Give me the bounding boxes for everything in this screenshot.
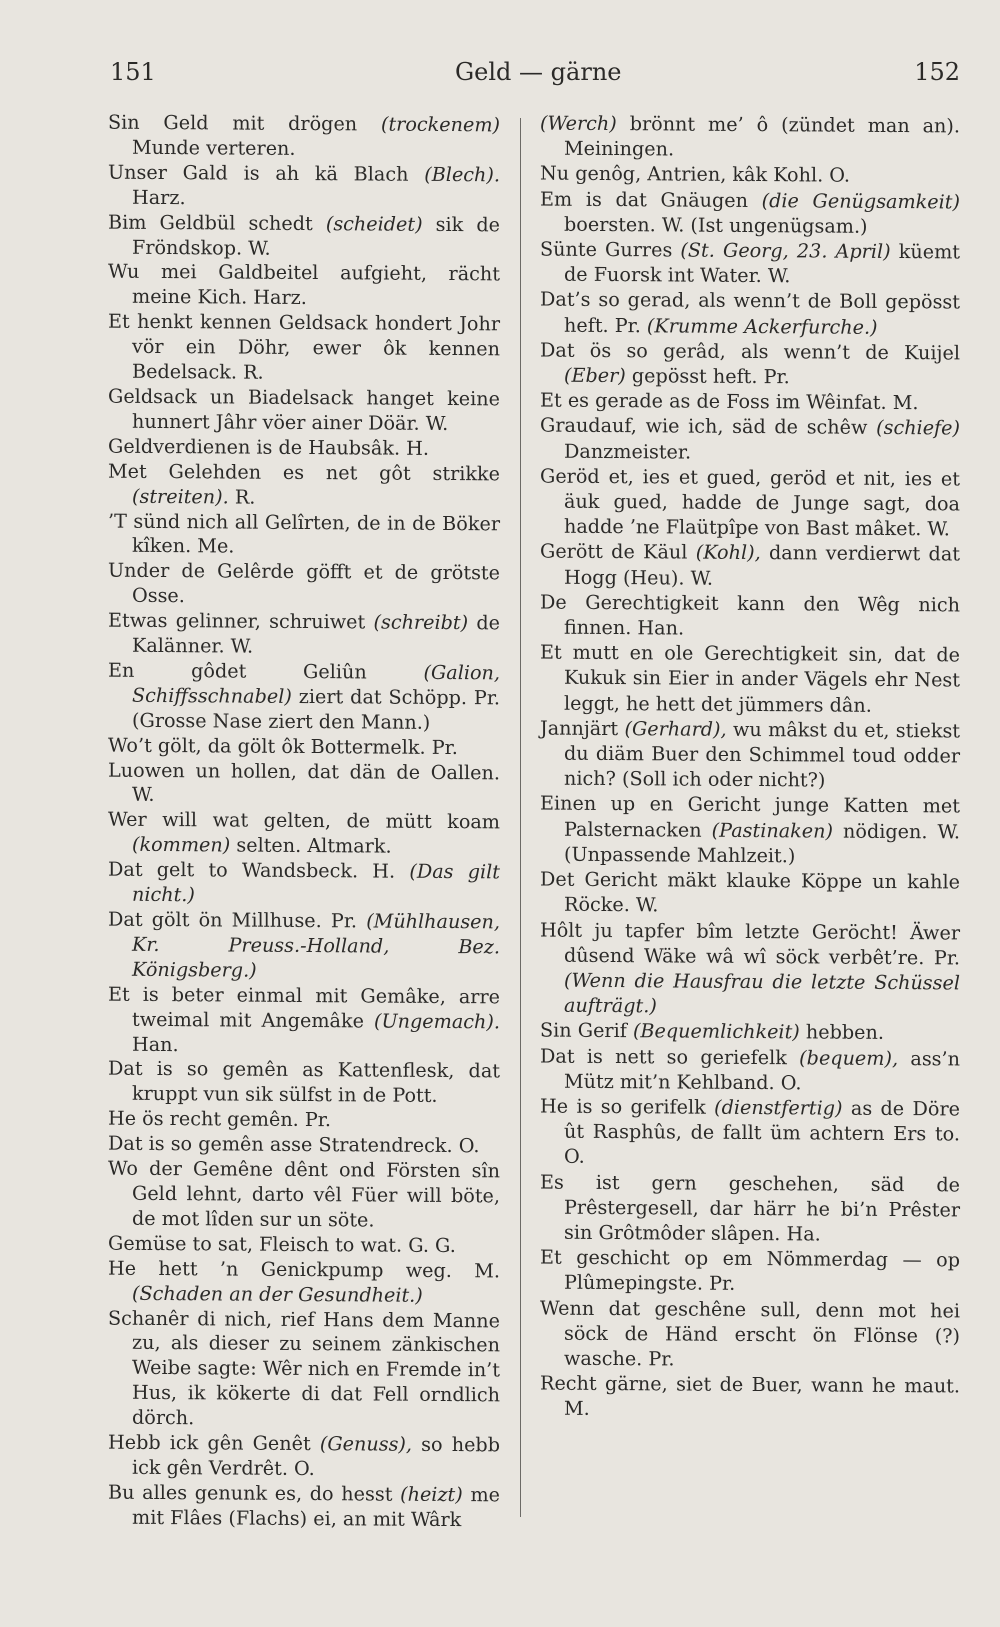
entry-tail: ziert dat Schöpp. Pr. (Grosse Nase ziert den Mann.) xyxy=(132,684,500,734)
entry-text: Met Gelehden es net gôt strikke xyxy=(108,459,500,486)
proverb-entry xyxy=(540,1169,960,1248)
proverb-entry xyxy=(108,1157,500,1234)
entry-gloss: (streiten). xyxy=(132,484,229,509)
entry-tail: Munde verteren. xyxy=(132,135,296,160)
entry-gloss: (dienstfertig) xyxy=(714,1095,843,1120)
proverb-entry xyxy=(540,1018,960,1046)
proverb-entry xyxy=(540,1043,960,1096)
proverb-entry xyxy=(540,161,960,189)
entry-text: Hôlt ju tapfer bîm letzte Geröcht! Äwer dûsend Wäke wâ wî söck verbêt’re. Pr. xyxy=(540,918,960,970)
entry-gloss: (Wenn die Hausfrau die letzte Schüssel aufträgt.) xyxy=(564,968,960,1018)
proverb-entry xyxy=(108,260,500,313)
proverb-entry xyxy=(108,434,500,462)
entry-tail: hebben. xyxy=(799,1020,884,1045)
proverb-entry xyxy=(540,1093,960,1172)
entry-gloss: (schreibt) xyxy=(373,610,469,635)
entry-text: Dat is so gemên as Kattenflesk, dat kruppt vun sik sülfst in de Pott. xyxy=(108,1057,500,1108)
entry-tail: dann verdierwt dat Hogg (Heu). W. xyxy=(564,541,960,590)
proverb-entry xyxy=(540,791,960,870)
entry-tail: de Kalänner. W. xyxy=(132,611,500,658)
entry-tail: küemt de Fuorsk int Water. W. xyxy=(564,239,960,288)
proverb-entry xyxy=(108,111,500,164)
entry-text: ’T sünd nich all Gelîrten, de in de Böker kîken. Me. xyxy=(108,509,500,558)
entry-tail: gepösst heft. Pr. xyxy=(625,364,790,389)
entry-text: He ös recht gemên. Pr. xyxy=(108,1106,331,1132)
entry-gloss: (Blech). xyxy=(424,162,500,187)
proverb-entry xyxy=(540,867,960,920)
proverb-entry xyxy=(108,858,500,911)
proverb-entry xyxy=(108,982,500,1059)
proverb-entry xyxy=(540,237,960,290)
entry-text: Geldverdienen is de Haubsâk. H. xyxy=(108,434,429,460)
entry-text: Gemüse to sat, Fleisch to wat. G. G. xyxy=(108,1231,456,1257)
proverb-entry xyxy=(108,659,500,736)
entry-gloss: (schiefe) xyxy=(876,416,960,440)
proverb-entry xyxy=(108,1107,500,1135)
proverb-entry xyxy=(540,715,960,794)
proverb-entry xyxy=(540,463,960,542)
proverb-entry xyxy=(540,111,960,164)
entry-text: Jannjärt xyxy=(540,716,625,740)
entry-text: Wo’t gölt, da gölt ôk Bottermelk. Pr. xyxy=(108,733,458,759)
entry-text: Einen up en Gericht junge Katten met Palsternacken xyxy=(540,792,960,842)
entry-text: Et mutt en ole Gerechtigkeit sin, dat de Kukuk sin Eier in ander Vägels ehr Nest leggt, he hett det jümmers dân. xyxy=(540,640,960,717)
entry-gloss: (scheidet) xyxy=(325,211,423,236)
entry-text: Es ist gern geschehen, säd de Prêstergesell, dar härr he bi’n Prêster sin Grôtmôder slâpen. Ha. xyxy=(540,1170,960,1246)
proverb-entry xyxy=(540,917,960,1021)
entry-gloss: (Galion, Schiffsschnabel) xyxy=(132,660,500,708)
page-title: Geld — gärne xyxy=(455,58,622,86)
entry-text: Graudauf, wie ich, säd de schêw xyxy=(540,413,877,440)
entry-tail: selten. Altmark. xyxy=(230,833,392,858)
entry-gloss: (Pastinaken) xyxy=(711,818,833,843)
running-head xyxy=(110,58,960,94)
entry-text: Et geschicht op em Nömmerdag — op Plûmepingste. Pr. xyxy=(540,1245,960,1296)
entry-text: He is so gerifelk xyxy=(540,1094,715,1119)
left-column xyxy=(108,111,500,1533)
entry-gloss: (Gerhard), xyxy=(624,716,727,741)
entry-gloss: (Kohl), xyxy=(695,541,761,565)
column-divider xyxy=(520,118,521,1517)
entry-text: Dat gölt ön Millhuse. Pr. xyxy=(108,907,367,933)
entry-tail: so hebb ick gên Verdrêt. O. xyxy=(132,1432,500,1481)
entry-gloss: (Eber) xyxy=(564,363,626,388)
entry-gloss: (Mühlhausen, Kr. Preuss.-Holland, Bez. Königsberg.) xyxy=(132,909,500,982)
entry-tail: nödigen. W. (Unpassende Mahlzeit.) xyxy=(564,819,960,868)
entry-text: He hett ’n Genickpump weg. M. xyxy=(108,1256,500,1283)
proverb-entry xyxy=(108,808,500,861)
entry-text: Schanêr di nich, rief Hans dem Manne zu, als dieser zu seinem zänkischen Weibe sagte: Wêr nich en Fremde in’t Hus, ik kökerte di dat Fell orndlich dörch. xyxy=(108,1306,500,1430)
entry-gloss: (Krumme Ackerfurche.) xyxy=(646,313,878,339)
entry-tail: Danzmeister. xyxy=(564,439,692,464)
entry-text: Bim Geldbül schedt xyxy=(108,210,326,235)
entry-tail: Harz. xyxy=(132,185,186,209)
entry-tail: brönnt me’ ô (zündet man an). Meiningen. xyxy=(564,112,960,161)
proverb-entry xyxy=(540,539,960,592)
entry-text: Dat’s so gerad, als wenn’t de Boll gepösst heft. Pr. xyxy=(540,287,960,337)
proverb-entry xyxy=(108,733,500,761)
entry-text: Under de Gelêrde göfft et de grötste Osse. xyxy=(108,558,500,608)
proverb-entry xyxy=(108,210,500,263)
proverb-entry xyxy=(540,1295,960,1374)
entry-text: Em is dat Gnäugen xyxy=(540,187,762,212)
proverb-entry xyxy=(108,908,500,985)
page-number-left: 151 xyxy=(110,58,156,86)
proverb-entry xyxy=(540,413,960,466)
proverb-entry xyxy=(108,509,500,562)
entry-text: Det Gericht mäkt klauke Köppe un kahle Röcke. W. xyxy=(540,867,960,917)
entry-gloss: (heizt) xyxy=(400,1482,463,1506)
entry-text: Hebb ick gên Genêt xyxy=(108,1430,320,1456)
page-number-right: 152 xyxy=(914,58,960,86)
entry-gloss: (Werch) xyxy=(540,111,617,136)
proverb-entry xyxy=(540,337,960,390)
entry-tail: me mit Flâes (Flachs) ei, an mit Wârk xyxy=(132,1482,500,1531)
proverb-entry xyxy=(108,1306,500,1433)
entry-tail: boersten. W. (Ist ungenügsam.) xyxy=(564,212,868,238)
proverb-entry xyxy=(108,1431,500,1484)
entry-gloss: (Genuss), xyxy=(319,1432,413,1456)
entry-gloss: (trockenem) xyxy=(380,112,500,137)
proverb-entry xyxy=(540,589,960,642)
proverb-entry xyxy=(540,1245,960,1298)
entry-text: Dat is nett so geriefelk xyxy=(540,1044,800,1069)
entry-tail: sik de Fröndskop. W. xyxy=(132,212,501,260)
entry-text: Sin Gerif xyxy=(540,1018,633,1043)
entry-gloss: (die Genügsamkeit) xyxy=(761,188,960,214)
proverb-entry xyxy=(540,640,960,719)
entry-text: Dat gelt to Wandsbeck. H. xyxy=(108,857,410,883)
proverb-entry xyxy=(108,385,500,438)
proverb-entry xyxy=(108,310,500,387)
entry-gloss: (bequem), xyxy=(799,1045,899,1070)
entry-text: Geldsack un Biadelsack hanget keine hunnert Jâhr vöer ainer Döär. W. xyxy=(108,384,500,435)
entry-text: Dat ös so gerâd, als wenn’t de Kuijel xyxy=(540,338,960,365)
entry-text: De Gerechtigkeit kann den Wêg nich finnen. Han. xyxy=(540,590,960,640)
entry-tail: R. xyxy=(228,485,256,509)
entry-tail: wu mâkst du et, stiekst du diäm Buer den Schimmel toud odder nich? (Soll ich oder nicht?) xyxy=(564,717,961,792)
proverb-entry xyxy=(108,1057,500,1110)
entry-text: Wenn dat geschêne sull, denn mot hei söck de Händ erscht ön Flönse (?) wasche. Pr. xyxy=(540,1296,960,1371)
entry-gloss: (St. Georg, 23. April) xyxy=(680,238,891,263)
entry-gloss: (kommen) xyxy=(132,833,231,857)
entry-text: Gerött de Käul xyxy=(540,539,696,565)
entry-text: Et es gerade as de Foss im Wêinfat. M. xyxy=(540,388,919,415)
entry-gloss: (Ungemach). xyxy=(374,1009,500,1033)
entry-text: Wo der Gemêne dênt ond Försten sîn Geld lehnt, darto vêl Füer will böte, de mot lîden sur un söte. xyxy=(108,1156,500,1232)
entry-text: Etwas gelinner, schruiwet xyxy=(108,608,374,634)
proverb-entry xyxy=(540,1371,960,1424)
entry-text: Unser Gald is ah kä Blach xyxy=(108,160,425,186)
proverb-entry xyxy=(108,1231,500,1259)
entry-gloss: (Das gilt nicht.) xyxy=(132,859,500,907)
entry-gloss: (Bequemlichkeit) xyxy=(632,1019,800,1044)
proverb-entry xyxy=(108,459,500,512)
entry-text: Sünte Gurres xyxy=(540,237,681,262)
entry-text: Nu genôg, Antrien, kâk Kohl. O. xyxy=(540,161,850,188)
entry-text: Luowen un hollen, dat dän de Oallen. W. xyxy=(108,758,500,807)
entry-text: Wu mei Galdbeitel aufgieht, rächt meine Kich. Harz. xyxy=(108,260,500,310)
proverb-entry xyxy=(108,758,500,811)
entry-gloss: (Schaden an der Gesundheit.) xyxy=(132,1281,423,1307)
entry-text: Et is beter einmal mit Gemâke, arre tweimal mit Angemâke xyxy=(108,982,500,1033)
proverb-entry xyxy=(540,287,960,340)
proverb-entry xyxy=(108,1132,500,1160)
entry-text: Bu alles genunk es, do hesst xyxy=(108,1480,401,1506)
right-column xyxy=(540,111,960,1424)
entry-tail: Han. xyxy=(132,1032,179,1056)
proverb-entry xyxy=(108,1256,500,1309)
proverb-entry xyxy=(540,186,960,239)
proverb-entry xyxy=(108,609,500,662)
proverb-entry xyxy=(108,160,500,213)
entry-text: Sin Geld mit drögen xyxy=(108,110,381,136)
proverb-entry xyxy=(108,559,500,612)
entry-tail: ass’n Mütz mit’n Kehlband. O. xyxy=(564,1046,960,1095)
entry-text: En gôdet Geliûn xyxy=(108,658,424,684)
entry-text: Recht gärne, siet de Buer, wann he maut. M. xyxy=(540,1371,960,1421)
entry-text: Geröd et, ies et gued, geröd et nit, ies et äuk gued, hadde de Junge sagt, doa hadde ’ne Flaütpîpe von Bast mâket. W. xyxy=(540,464,960,541)
proverb-entry xyxy=(540,388,960,416)
proverb-entry xyxy=(108,1480,500,1533)
entry-text: Wer will wat gelten, de mütt koam xyxy=(108,808,500,834)
entry-text: Et henkt kennen Geldsack hondert Johr vör ein Döhr, ewer ôk kennen Bedelsack. R. xyxy=(108,309,500,384)
entry-text: Dat is so gemên asse Stratendreck. O. xyxy=(108,1131,480,1158)
entry-tail: as de Döre ût Rasphûs, de fallt üm achtern Ers to. O. xyxy=(564,1096,960,1169)
